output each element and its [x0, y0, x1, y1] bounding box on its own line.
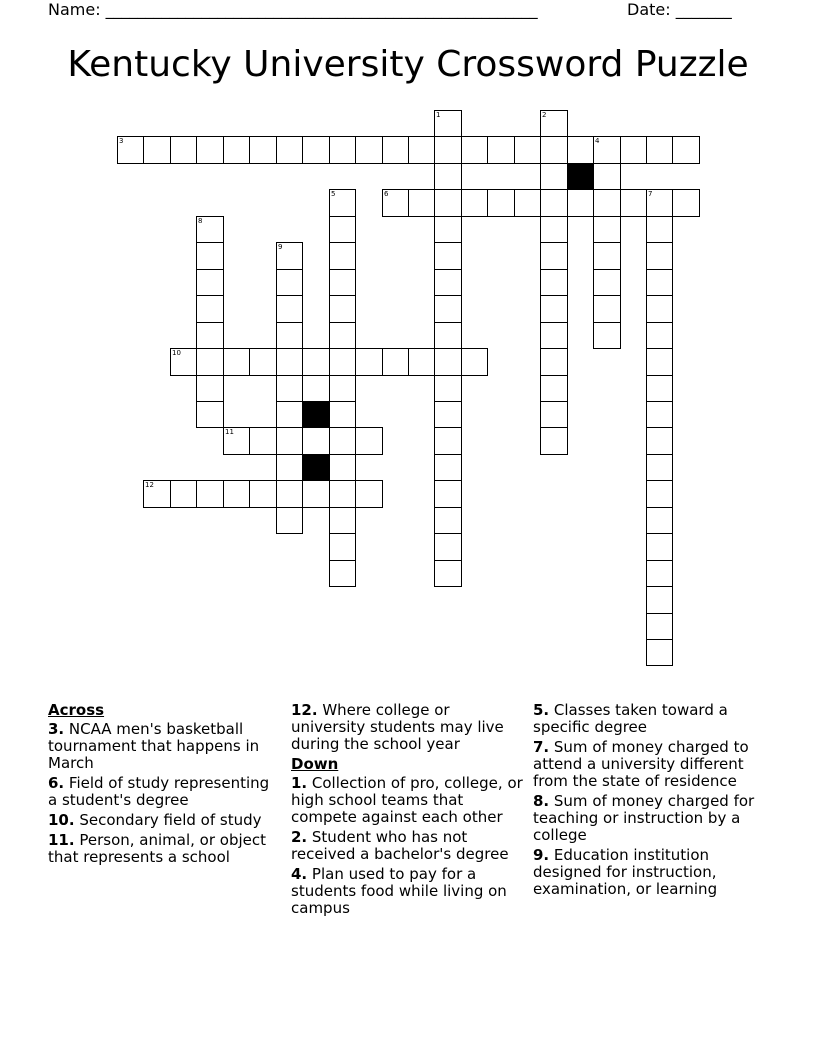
- grid-cell[interactable]: [223, 480, 250, 508]
- clue-item: [48, 775, 280, 809]
- grid-cell[interactable]: [646, 401, 673, 428]
- clue-item-number: 2.: [291, 828, 308, 846]
- grid-cell[interactable]: [567, 136, 594, 164]
- grid-cell[interactable]: [646, 242, 673, 270]
- grid-cell[interactable]: [646, 348, 673, 376]
- grid-cell[interactable]: [646, 216, 673, 243]
- clue-item-number: 11.: [48, 831, 75, 849]
- grid-cell[interactable]: [434, 189, 462, 217]
- clue-number: 7: [648, 190, 653, 198]
- grid-cell[interactable]: [196, 295, 224, 323]
- grid-cell[interactable]: [514, 189, 541, 217]
- grid-cell[interactable]: [302, 480, 330, 508]
- grid-cell[interactable]: [540, 401, 568, 428]
- grid-cell[interactable]: [329, 454, 356, 481]
- clue-item-text: Field of study representing a student's degree: [48, 774, 270, 809]
- grid-cell[interactable]: [646, 295, 673, 323]
- grid-cell[interactable]: [593, 189, 621, 217]
- clue-number: 9: [278, 243, 283, 251]
- page-title: Kentucky University Crossword Puzzle: [67, 44, 749, 85]
- grid-cell[interactable]: [434, 480, 462, 508]
- grid-cell[interactable]: [329, 560, 356, 587]
- grid-cell[interactable]: [382, 348, 409, 376]
- grid-cell[interactable]: [593, 216, 621, 243]
- clue-item-number: 8.: [533, 792, 550, 810]
- grid-cell[interactable]: [196, 216, 224, 243]
- grid-cell[interactable]: [461, 136, 488, 164]
- clue-item: [533, 793, 763, 844]
- grid-cell[interactable]: [276, 136, 303, 164]
- clues-column-3: [533, 702, 763, 901]
- across-clue-list: [48, 721, 280, 866]
- clues-column-2: [291, 702, 527, 920]
- grid-cell[interactable]: [540, 427, 568, 455]
- grid-cell[interactable]: [276, 427, 303, 455]
- clue-item-text: Collection of pro, college, or high school teams that compete against each other: [291, 774, 523, 826]
- grid-cell[interactable]: [434, 163, 462, 190]
- clue-item-number: 4.: [291, 865, 308, 883]
- clue-number: 11: [225, 428, 234, 436]
- grid-cell[interactable]: [276, 401, 303, 428]
- grid-cell[interactable]: [329, 295, 356, 323]
- clue-item-number: 9.: [533, 846, 550, 864]
- grid-cell[interactable]: [276, 348, 303, 376]
- grid-cell[interactable]: [329, 348, 356, 376]
- grid-cell[interactable]: [620, 189, 647, 217]
- grid-cell[interactable]: [540, 110, 568, 137]
- grid-cell[interactable]: [408, 136, 435, 164]
- grid-cell[interactable]: [434, 454, 462, 481]
- clue-item: [48, 812, 280, 829]
- grid-cell[interactable]: [540, 242, 568, 270]
- clue-item-text: NCAA men's basketball tournament that happens in March: [48, 720, 260, 772]
- grid-cell[interactable]: [249, 136, 277, 164]
- grid-cell[interactable]: [434, 533, 462, 561]
- date-field-line: Date: _______: [627, 0, 732, 19]
- grid-cell[interactable]: [487, 136, 515, 164]
- grid-cell[interactable]: [329, 427, 356, 455]
- clue-item-text: Plan used to pay for a students food while living on campus: [291, 865, 507, 917]
- grid-cell[interactable]: [276, 295, 303, 323]
- grid-cell[interactable]: [355, 427, 383, 455]
- grid-cell[interactable]: [329, 533, 356, 561]
- grid-cell[interactable]: [117, 136, 144, 164]
- grid-cell[interactable]: [408, 189, 435, 217]
- grid-cell[interactable]: [249, 427, 277, 455]
- grid-cell[interactable]: [593, 269, 621, 296]
- grid-cell[interactable]: [646, 322, 673, 349]
- clue-number: 2: [542, 111, 547, 119]
- grid-cell[interactable]: [329, 375, 356, 402]
- grid-block-cell: [302, 401, 330, 428]
- clue-item-number: 5.: [533, 701, 550, 719]
- clue-item-number: 3.: [48, 720, 65, 738]
- grid-cell[interactable]: [329, 480, 356, 508]
- grid-cell[interactable]: [329, 216, 356, 243]
- grid-cell[interactable]: [540, 269, 568, 296]
- grid-block-cell: [567, 163, 594, 190]
- grid-cell[interactable]: [196, 375, 224, 402]
- grid-cell[interactable]: [382, 136, 409, 164]
- grid-cell[interactable]: [593, 136, 621, 164]
- grid-cell[interactable]: [540, 348, 568, 376]
- grid-cell[interactable]: [646, 189, 673, 217]
- grid-cell[interactable]: [593, 163, 621, 190]
- clue-item: [291, 775, 527, 826]
- down-clue-list: [291, 775, 527, 917]
- clue-item-number: 7.: [533, 738, 550, 756]
- grid-cell[interactable]: [276, 242, 303, 270]
- grid-cell[interactable]: [620, 136, 647, 164]
- grid-cell[interactable]: [540, 136, 568, 164]
- clue-number: 3: [119, 137, 124, 145]
- grid-cell[interactable]: [461, 348, 488, 376]
- grid-cell[interactable]: [646, 454, 673, 481]
- grid-cell[interactable]: [223, 427, 250, 455]
- grid-cell[interactable]: [434, 401, 462, 428]
- grid-cell[interactable]: [196, 401, 224, 428]
- grid-cell[interactable]: [434, 322, 462, 349]
- grid-cell[interactable]: [434, 560, 462, 587]
- grid-cell[interactable]: [276, 322, 303, 349]
- grid-cell[interactable]: [196, 242, 224, 270]
- grid-cell[interactable]: [196, 136, 224, 164]
- grid-cell[interactable]: [329, 269, 356, 296]
- grid-cell[interactable]: [143, 136, 171, 164]
- grid-cell[interactable]: [329, 136, 356, 164]
- grid-cell[interactable]: [434, 269, 462, 296]
- grid-cell[interactable]: [514, 136, 541, 164]
- grid-cell[interactable]: [223, 348, 250, 376]
- grid-cell[interactable]: [249, 480, 277, 508]
- grid-cell[interactable]: [434, 507, 462, 534]
- grid-cell[interactable]: [434, 136, 462, 164]
- grid-cell[interactable]: [355, 348, 383, 376]
- grid-cell[interactable]: [249, 348, 277, 376]
- clue-item: [48, 832, 280, 866]
- grid-cell[interactable]: [646, 533, 673, 561]
- grid-cell[interactable]: [646, 639, 673, 666]
- clue-item-number: 10.: [48, 811, 75, 829]
- clue-item-text: Where college or university students may live during the school year: [291, 701, 504, 753]
- clue-item: [291, 866, 527, 917]
- grid-cell[interactable]: [593, 322, 621, 349]
- grid-cell[interactable]: [672, 189, 700, 217]
- clue-number: 4: [595, 137, 600, 145]
- grid-cell[interactable]: [170, 480, 197, 508]
- grid-cell[interactable]: [672, 136, 700, 164]
- grid-cell[interactable]: [593, 295, 621, 323]
- grid-cell[interactable]: [540, 163, 568, 190]
- clue-number: 8: [198, 217, 203, 225]
- grid-cell[interactable]: [540, 216, 568, 243]
- grid-cell[interactable]: [646, 136, 673, 164]
- grid-cell[interactable]: [302, 136, 330, 164]
- clue-item-text: Sum of money charged for teaching or instruction by a college: [533, 792, 755, 844]
- grid-cell[interactable]: [223, 136, 250, 164]
- grid-cell[interactable]: [593, 242, 621, 270]
- grid-cell[interactable]: [329, 322, 356, 349]
- clue-number: 10: [172, 349, 181, 357]
- grid-cell[interactable]: [143, 480, 171, 508]
- grid-cell[interactable]: [276, 507, 303, 534]
- clue-number: 6: [384, 190, 389, 198]
- grid-cell[interactable]: [196, 348, 224, 376]
- grid-cell[interactable]: [329, 189, 356, 217]
- grid-cell[interactable]: [302, 348, 330, 376]
- down-clue-list-cont: [533, 702, 763, 898]
- grid-cell[interactable]: [329, 242, 356, 270]
- clue-item-text: Secondary field of study: [74, 811, 262, 829]
- grid-cell[interactable]: [276, 375, 303, 402]
- clue-item: [291, 702, 527, 753]
- clue-item-text: Classes taken toward a specific degree: [533, 701, 728, 736]
- grid-cell[interactable]: [540, 189, 568, 217]
- clue-number: 1: [436, 111, 441, 119]
- grid-cell[interactable]: [434, 427, 462, 455]
- grid-cell[interactable]: [540, 322, 568, 349]
- clues-column-1: [48, 702, 280, 869]
- clue-item-text: Person, animal, or object that represents a school: [48, 831, 266, 866]
- grid-block-cell: [302, 454, 330, 481]
- clue-item: [291, 829, 527, 863]
- grid-cell[interactable]: [329, 401, 356, 428]
- clue-item-number: 12.: [291, 701, 318, 719]
- grid-cell[interactable]: [567, 189, 594, 217]
- grid-cell[interactable]: [434, 110, 462, 137]
- clue-item: [533, 702, 763, 736]
- grid-cell[interactable]: [170, 136, 197, 164]
- name-field-line: Name: ______________________________________________________: [48, 0, 538, 19]
- grid-cell[interactable]: [646, 480, 673, 508]
- grid-cell[interactable]: [646, 269, 673, 296]
- grid-cell[interactable]: [355, 480, 383, 508]
- grid-cell[interactable]: [434, 295, 462, 323]
- clue-number: 12: [145, 481, 154, 489]
- grid-cell[interactable]: [329, 507, 356, 534]
- clue-item: [48, 721, 280, 772]
- grid-cell[interactable]: [276, 269, 303, 296]
- grid-cell[interactable]: [487, 189, 515, 217]
- clue-item: [533, 847, 763, 898]
- clue-item-text: Education institution designed for instruction, examination, or learning: [533, 846, 718, 898]
- grid-cell[interactable]: [276, 480, 303, 508]
- grid-cell[interactable]: [646, 507, 673, 534]
- grid-cell[interactable]: [434, 242, 462, 270]
- clue-item-number: 6.: [48, 774, 65, 792]
- grid-cell[interactable]: [302, 427, 330, 455]
- clue-item-number: 1.: [291, 774, 308, 792]
- grid-cell[interactable]: [434, 348, 462, 376]
- down-header: Down: [291, 755, 339, 773]
- grid-cell[interactable]: [646, 427, 673, 455]
- grid-cell[interactable]: [196, 322, 224, 349]
- clue-number: 5: [331, 190, 336, 198]
- grid-cell[interactable]: [408, 348, 435, 376]
- grid-cell[interactable]: [276, 454, 303, 481]
- grid-cell[interactable]: [461, 189, 488, 217]
- across-clue-list-cont: [291, 702, 527, 753]
- grid-cell[interactable]: [646, 613, 673, 640]
- across-header: Across: [48, 701, 105, 719]
- grid-cell[interactable]: [540, 375, 568, 402]
- grid-cell[interactable]: [355, 136, 383, 164]
- grid-cell[interactable]: [646, 586, 673, 614]
- grid-cell[interactable]: [434, 375, 462, 402]
- clue-item-text: Student who has not received a bachelor's degree: [291, 828, 509, 863]
- grid-cell[interactable]: [434, 216, 462, 243]
- grid-cell[interactable]: [196, 269, 224, 296]
- grid-cell[interactable]: [646, 560, 673, 587]
- grid-cell[interactable]: [196, 480, 224, 508]
- grid-cell[interactable]: [540, 295, 568, 323]
- clue-item-text: Sum of money charged to attend a university different from the state of residence: [533, 738, 749, 790]
- clue-item: [533, 739, 763, 790]
- grid-cell[interactable]: [646, 375, 673, 402]
- grid-cell[interactable]: [170, 348, 197, 376]
- grid-cell[interactable]: [382, 189, 409, 217]
